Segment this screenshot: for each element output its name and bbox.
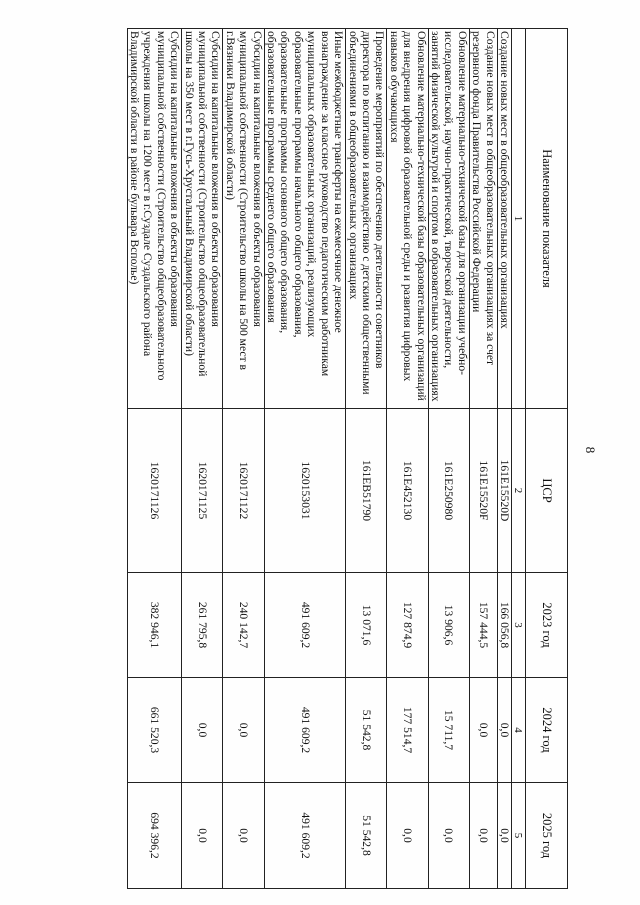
row-2023: 261 795,8 bbox=[182, 573, 223, 678]
row-code: 161E452130 bbox=[387, 409, 428, 573]
row-2025: 0,0 bbox=[497, 783, 511, 889]
row-name: Иные межбюджетные трансферты на ежемесячное денежное вознаграждение за классное руководство педагогическим работникам муниципальных образовательных организаций, реализующих образовательные программы начального общего образования, образовательные программы основного общего образования, образовательные программы среднего общего образования bbox=[264, 29, 345, 409]
table-row bbox=[223, 29, 264, 889]
table-row bbox=[497, 29, 511, 889]
column-number-row bbox=[512, 29, 526, 889]
row-2023: 166 056,8 bbox=[497, 573, 511, 678]
row-name: Обновление материально-технической базы образовательных организаций для внедрения цифровой образовательной среды и развития цифровых навыков обучающихся bbox=[387, 29, 428, 409]
row-code: 161EB51790 bbox=[346, 409, 387, 573]
column-number: 2 bbox=[512, 409, 526, 573]
row-name: Создание новых мест в общеобразовательных организациях bbox=[497, 29, 511, 409]
row-2023: 13 071,6 bbox=[346, 573, 387, 678]
column-number: 1 bbox=[512, 29, 526, 409]
row-2025: 0,0 bbox=[223, 783, 264, 889]
table-row bbox=[264, 29, 345, 889]
header-2025: 2025 год bbox=[526, 783, 568, 889]
table-row bbox=[387, 29, 428, 889]
column-number: 3 bbox=[512, 573, 526, 678]
row-code: 1620171125 bbox=[182, 409, 223, 573]
row-code: 1620171122 bbox=[223, 409, 264, 573]
row-2024: 661 520,3 bbox=[127, 678, 182, 783]
row-2023: 13 906,6 bbox=[428, 573, 469, 678]
row-2024: 51 542,8 bbox=[346, 678, 387, 783]
row-code: 161E250980 bbox=[428, 409, 469, 573]
header-name: Наименование показателя bbox=[526, 29, 568, 409]
row-2024: 491 609,2 bbox=[264, 678, 345, 783]
row-2023: 157 444,5 bbox=[469, 573, 497, 678]
table-row bbox=[346, 29, 387, 889]
row-2024: 0,0 bbox=[182, 678, 223, 783]
column-number: 5 bbox=[512, 783, 526, 889]
row-2025: 491 609,2 bbox=[264, 783, 345, 889]
row-2024: 15 711,7 bbox=[428, 678, 469, 783]
row-2025: 51 542,8 bbox=[346, 783, 387, 889]
budget-table bbox=[127, 28, 568, 889]
row-2023: 127 874,9 bbox=[387, 573, 428, 678]
row-2023: 382 946,1 bbox=[127, 573, 182, 678]
row-code: 1620171126 bbox=[127, 409, 182, 573]
row-2024: 177 514,7 bbox=[387, 678, 428, 783]
row-name: Субсидии на капитальные вложения в объекты образования муниципальной собственности (Строительство школы на 500 мест в г.Вязники Владимирской области) bbox=[223, 29, 264, 409]
table-row bbox=[182, 29, 223, 889]
header-2023: 2023 год bbox=[526, 573, 568, 678]
header-2024: 2024 год bbox=[526, 678, 568, 783]
row-2024: 0,0 bbox=[497, 678, 511, 783]
row-2025: 0,0 bbox=[469, 783, 497, 889]
row-name: Проведение мероприятий по обеспечению деятельности советников директора по воспитанию и взаимодействию с детскими общественными объединениями в общеобразовательных организациях bbox=[346, 29, 387, 409]
row-2025: 694 396,2 bbox=[127, 783, 182, 889]
row-code: 161E15520F bbox=[469, 409, 497, 573]
table-row bbox=[428, 29, 469, 889]
row-name: Субсидии на капитальные вложения в объекты образования муниципальной собственности (Строительство общеобразовательного учреждения школы на 1200 мест в г.Суздале Суздальского района Владимирской области в районе бульвара Всполье) bbox=[127, 29, 182, 409]
row-2025: 0,0 bbox=[428, 783, 469, 889]
row-2024: 0,0 bbox=[223, 678, 264, 783]
header-code: ЦСР bbox=[526, 409, 568, 573]
rotated-table-wrapper bbox=[23, 28, 568, 888]
row-code: 161E15520D bbox=[497, 409, 511, 573]
table-row bbox=[469, 29, 497, 889]
header-row bbox=[526, 29, 568, 889]
row-code: 1620153031 bbox=[264, 409, 345, 573]
page-number: 8 bbox=[583, 446, 598, 454]
row-2024: 0,0 bbox=[469, 678, 497, 783]
row-2023: 240 142,7 bbox=[223, 573, 264, 678]
row-name: Обновление материально-технической базы для организации учебно-исследовательской, научно-практической, творческой деятельности, занятий физической культурой и спортом в образовательных организациях bbox=[428, 29, 469, 409]
table-row bbox=[127, 29, 182, 889]
row-2025: 0,0 bbox=[182, 783, 223, 889]
row-2025: 0,0 bbox=[387, 783, 428, 889]
column-number: 4 bbox=[512, 678, 526, 783]
row-name: Создание новых мест в общеобразовательных организациях за счет резервного фонда Правительства Российской Федерации bbox=[469, 29, 497, 409]
row-name: Субсидии на капитальные вложения в объекты образования муниципальной собственности (Строительство общеобразовательной школы на 350 мест в г.Гусь-Хрустальный Владимирской области) bbox=[182, 29, 223, 409]
row-2023: 491 609,2 bbox=[264, 573, 345, 678]
